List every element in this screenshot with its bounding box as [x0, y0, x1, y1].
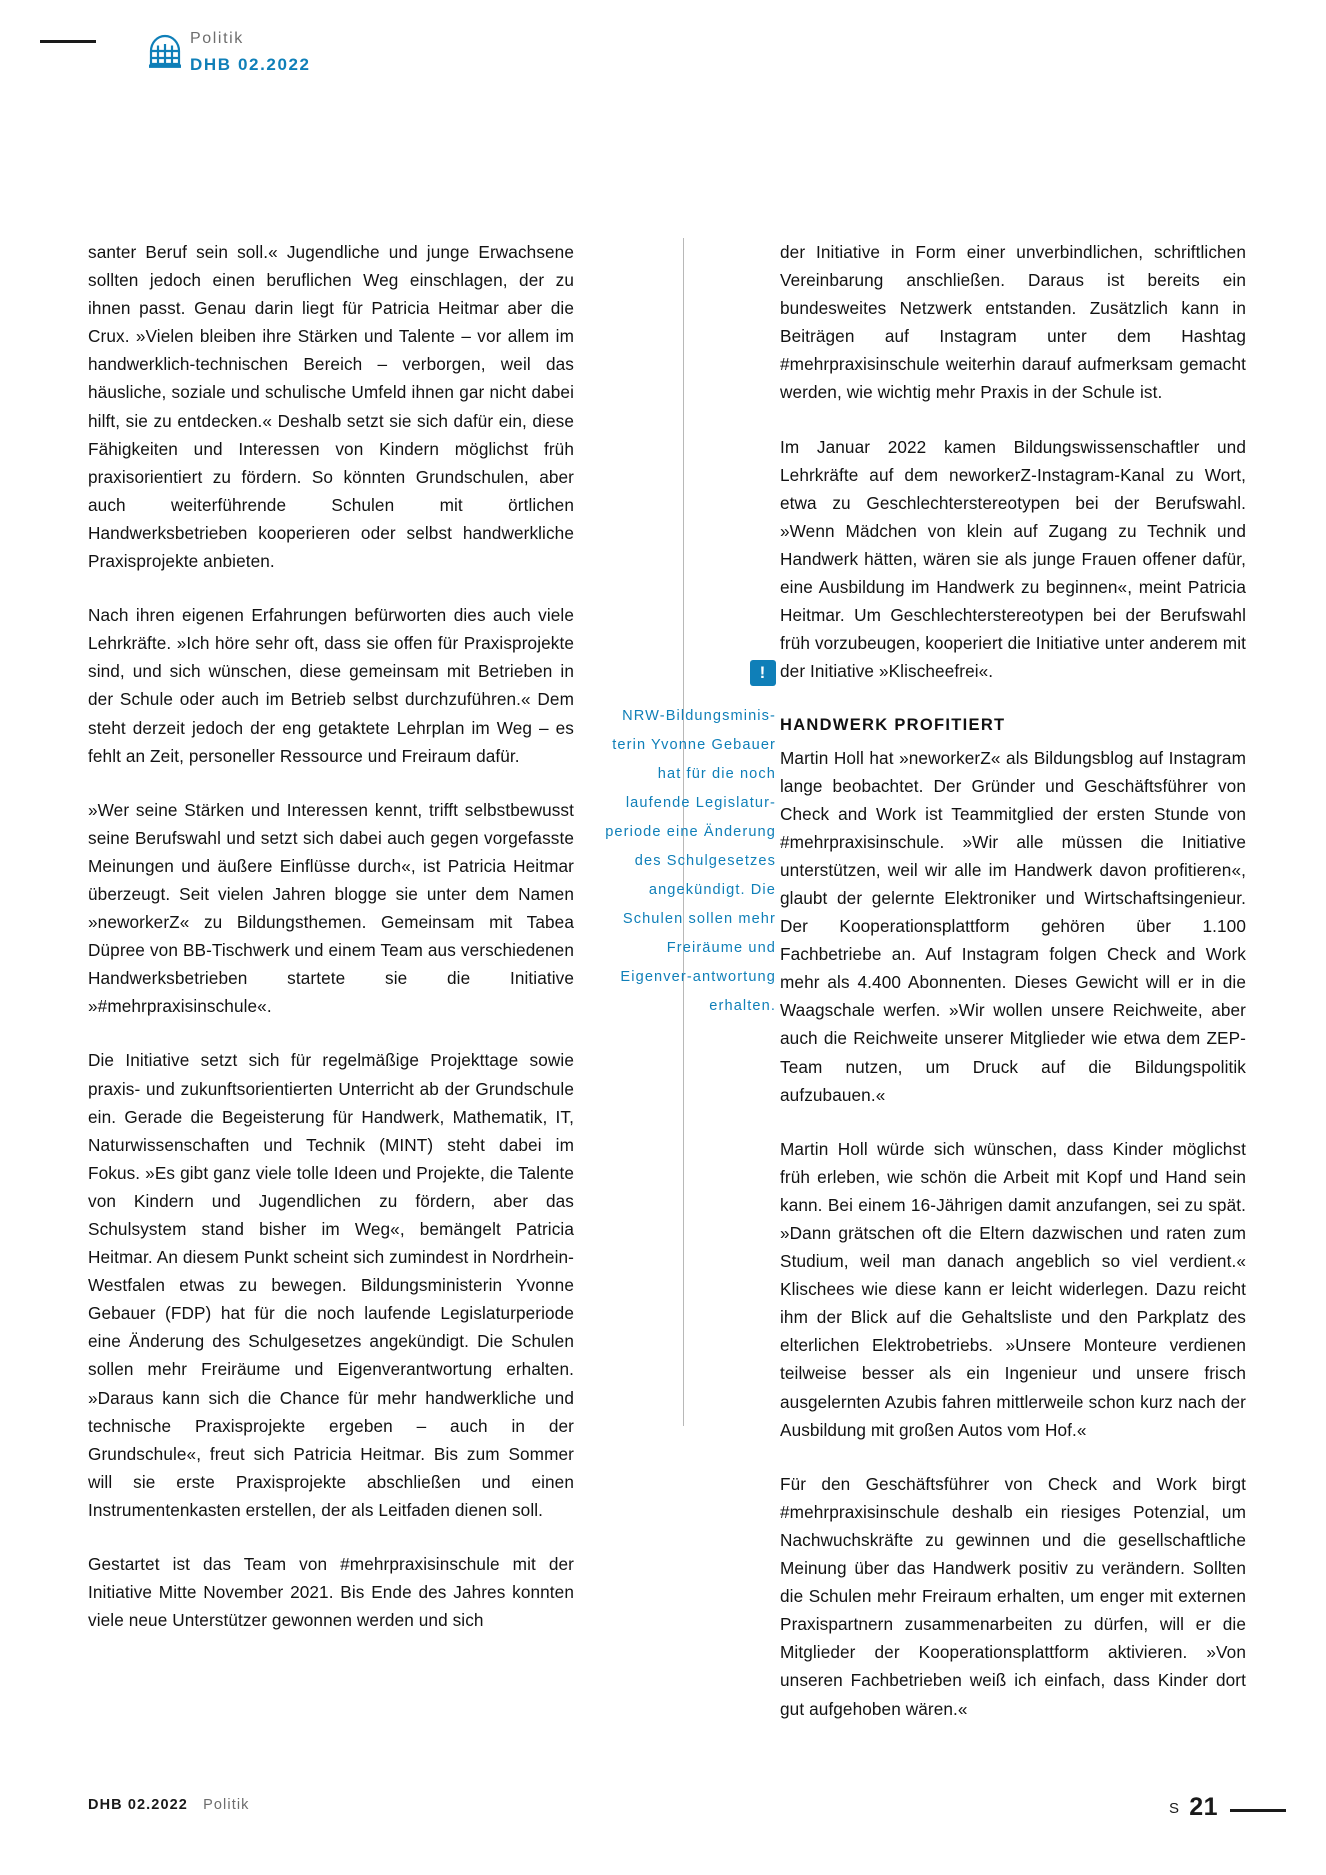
info-exclamation-icon: !: [750, 660, 776, 686]
paragraph: santer Beruf sein soll.« Jugendliche und junge Erwachsene sollten jedoch einen beruflichen Weg einschlagen, der zu ihnen passt. Genau darin liegt für Patricia Heitmar aber die Crux. »Vielen bleiben ihre Stärken und Talente – vor allem im handwerklich-technischen Bereich – verborgen, weil das häusliche, soziale und schulische Umfeld ihnen gar nicht dabei hilft, sie zu entdecken.« Deshalb setzt sie sich dafür ein, diese Fähigkeiten und Interessen von Kindern möglichst früh praxisorientiert zu fördern. So könnten Grundschulen, aber auch weiterführende Schulen mit örtlichen Handwerksbetrieben kooperieren oder selbst handwerkliche Praxisprojekte anbieten.: [88, 242, 574, 572]
page-footer: [88, 1793, 1286, 1823]
header-kicker: Politik: [190, 30, 244, 47]
header-text-block: [190, 28, 311, 77]
footer-section: Politik: [203, 1797, 250, 1813]
paragraph: »Wer seine Stärken und Interessen kennt, trifft selbstbewusst seine Berufswahl und setzt sich dabei auch gegen vorgefasste Meinungen und äußere Einflüsse durch«, ist Patricia Heitmar überzeugt. Seit vielen Jahren blogge sie unter dem Namen »neworkerZ« zu Bildungsthemen. Gemeinsam mit Tabea Düpree von BB-Tischwerk und einem Team aus verschiedenen Handwerksbetrieben startete sie die Initiative »#mehrpraxisinschule«.: [88, 799, 574, 1017]
page-header: [40, 28, 1286, 88]
section-heading: HANDWERK PROFITIERT: [780, 716, 1006, 735]
footer-page-number: 21: [1189, 1793, 1218, 1821]
header-rule: [40, 40, 96, 43]
paragraph: Nach ihren eigenen Erfahrungen befürworten dies auch viele Lehrkräfte. »Ich höre sehr oft, dass sie offen für Praxisprojekte sind, und sich wünschen, diese gemeinsam mit Betrieben in der Schule oder auch im Betrieb selbst durchzuführen.« Dem steht derzeit jedoch der eng getaktete Lehrplan im Weg – es fehlt an Zeit, personeller Ressource und Freiraum dafür.: [88, 605, 574, 766]
pull-quote: [590, 660, 776, 1021]
paragraph: Martin Holl hat »neworkerZ« als Bildungsblog auf Instagram lange beobachtet. Der Gründer und Geschäftsführer von Check and Work ist Teammitglied der ersten Stunde von #mehrpraxisinschule. »Wir alle müssen die Initiative unterstützen, weil wir alle im Handwerk davon profitieren«, glaubt der gelernte Elektroniker und Wirtschaftsingenieur. Der Kooperationsplattform gehören über 1.100 Fachbetriebe an. Auf Instagram folgen Check and Work mehr als 4.400 Abonnenten. Dieses Gewicht will er in die Waagschale werfen. »Wir wollen unsere Reichweite, aber auch die Reichweite unserer Mitglieder wie etwa dem ZEP-Team nutzen, um Druck auf die Bildungspolitik aufzubauen.«: [780, 747, 1246, 1105]
header-issue: DHB 02.2022: [190, 55, 311, 74]
footer-page-prefix: S: [1169, 1800, 1180, 1817]
paragraph: Gestartet ist das Team von #mehrpraxisinschule mit der Initiative Mitte November 2021. Bis Ende des Jahres konnten viele neue Unterstützer gewonnen werden und sich: [88, 1554, 574, 1631]
body-column-left: [88, 238, 574, 1634]
paragraph: Im Januar 2022 kamen Bildungswissenschaftler und Lehrkräfte auf dem neworkerZ-Instagram-Kanal zu Wort, etwa zu Geschlechterstereotypen bei der Berufswahl. »Wenn Mädchen von klein auf Zugang zu Technik und Handwerk hätten, wären sie als junge Frauen offener dafür, eine Ausbildung im Handwerk zu beginnen«, meint Patricia Heitmar. Um Geschlechterstereotypen bei der Berufswahl früh vorzubeugen, kooperiert die Initiative unter anderem mit der Initiative »Klischeefrei«.: [780, 436, 1246, 682]
paragraph: Die Initiative setzt sich für regelmäßige Projekttage sowie praxis- und zukunftsorientierten Unterricht ab der Grundschule ein. Gerade die Begeisterung für Handwerk, Mathematik, IT, Naturwissenschaften und Technik (MINT) steht dabei im Fokus. »Es gibt ganz viele tolle Ideen und Projekte, die Talente von Kindern und Jugendlichen zu fördern, aber das Schulsystem stand bisher im Weg«, bemängelt Patricia Heitmar. An diesem Punkt scheint sich zumindest in Nordrhein-Westfalen etwas zu bewegen. Bildungsministerin Yvonne Gebauer (FDP) hat für die noch laufende Legislaturperiode eine Änderung des Schulgesetzes angekündigt. Die Schulen sollen mehr Freiräume und Eigenverantwortung erhalten. »Daraus kann sich die Chance für mehr handwerkliche und technische Praxisprojekte ergeben – auch in der Grundschule«, freut sich Patricia Heitmar. Bis zum Sommer will sie erste Praxisprojekte abschließen und einen Instrumentenkasten erstellen, der als Leitfaden dienen soll.: [88, 1050, 574, 1520]
footer-rule: [1230, 1809, 1286, 1812]
pull-quote-text: NRW-Bildungsminis-terin Yvonne Gebauer hat für die noch laufende Legislatur-periode eine Änderung des Schulgesetzes angekündigt. Die Schulen sollen mehr Freiräume und Eigenver-antwortung erhalten.: [605, 708, 776, 1014]
footer-issue: DHB 02.2022: [88, 1797, 188, 1813]
paragraph: der Initiative in Form einer unverbindlichen, schriftlichen Vereinbarung anschließen. Daraus ist bereits ein bundesweites Netzwerk entstanden. Zusätzlich kann in Beiträgen auf Instagram unter dem Hashtag #mehrpraxisinschule weiterhin darauf aufmerksam gemacht werden, wie wichtig mehr Praxis in der Schule ist.: [780, 242, 1246, 403]
footer-left-block: [88, 1797, 250, 1813]
paragraph: Martin Holl würde sich wünschen, dass Kinder möglichst früh erleben, wie schön die Arbeit mit Kopf und Hand sein kann. Bei einem 16-Jährigen damit anzufangen, sei zu spät. »Dann grätschen oft die Eltern dazwischen und raten zum Studium, weil man danach angeblich so viel verdient.« Klischees wie diese kann er leicht widerlegen. Dazu reicht ihm der Blick auf die Gehaltsliste und den Parkplatz des elterlichen Elektrobetriebs. »Unsere Monteure verdienen teilweise besser als ein Ingenieur und unsere frisch ausgelernten Azubis fahren mittlerweile schon kurz nach der Ausbildung mit großen Autos vom Hof.«: [780, 1138, 1246, 1440]
body-column-right: [780, 238, 1246, 1723]
footer-page-block: [1169, 1793, 1218, 1822]
paragraph: Für den Geschäftsführer von Check and Work birgt #mehrpraxisinschule deshalb ein riesiges Potenzial, um Nachwuchskräfte zu gewinnen und die gesellschaftliche Meinung über das Handwerk positiv zu verändern. Sollten die Schulen mehr Freiraum erhalten, um enger mit externen Praxispartnern zusammenarbeiten zu dürfen, will er die Mitglieder der Kooperationsplattform aktivieren. »Von unseren Fachbetrieben weiß ich einfach, dass Kinder dort gut aufgehoben wären.«: [780, 1473, 1246, 1719]
dhb-logo-icon: [148, 34, 182, 70]
